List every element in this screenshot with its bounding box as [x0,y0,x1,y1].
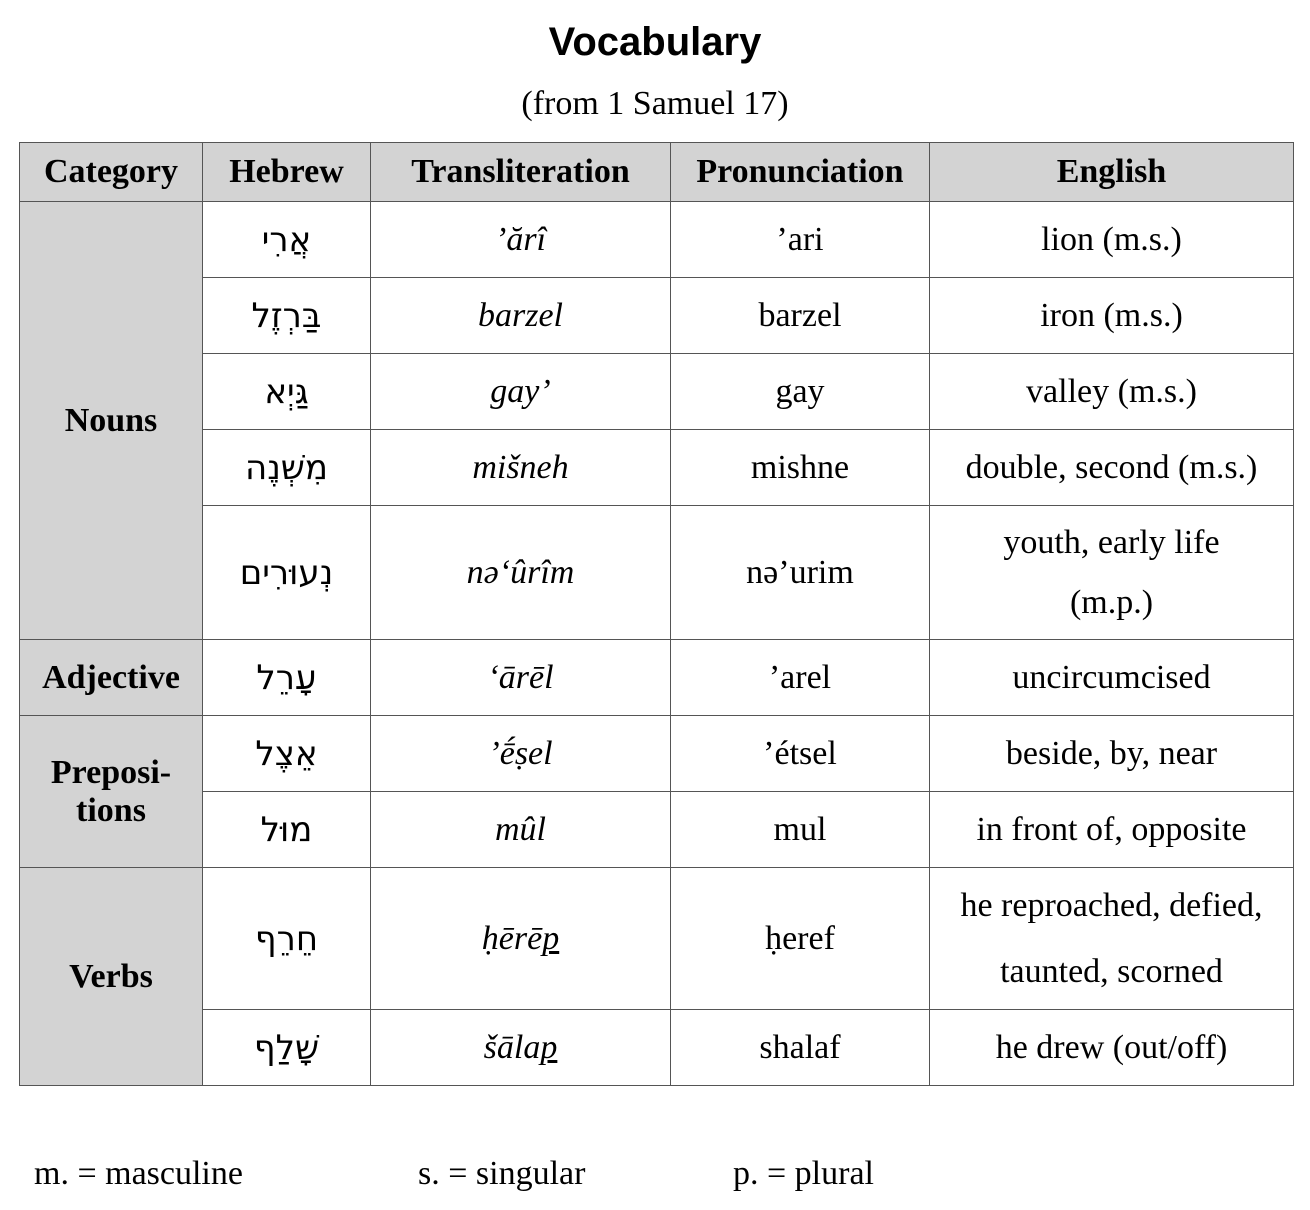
pronunciation-cell: mishne [671,430,930,506]
hebrew-cell: עָרֵל [203,640,371,716]
category-prepositions: Preposi- tions [20,716,203,868]
table-row [20,792,1294,868]
pronunciation-cell: mul [671,792,930,868]
hebrew-cell: מִשְׁנֶה [203,430,371,506]
english-cell: he reproached, defied, taunted, scorned [930,868,1294,1010]
english-cell: youth, early life (m.p.) [930,506,1294,640]
english-cell: lion (m.s.) [930,202,1294,278]
table-row [20,278,1294,354]
pronunciation-cell: shalaf [671,1010,930,1086]
legend-singular: s. = singular [418,1155,586,1192]
column-header-category: Category [20,143,203,202]
hebrew-cell: גַּיְא [203,354,371,430]
column-header-transliteration: Transliteration [371,143,671,202]
english-cell: in front of, opposite [930,792,1294,868]
hebrew-cell: מוּל [203,792,371,868]
table-row [20,354,1294,430]
table-row [20,430,1294,506]
pronunciation-cell: gay [671,354,930,430]
transliteration-cell: ḥērēp [371,868,671,1010]
table-row [20,202,1294,278]
hebrew-cell: אֵצֶל [203,716,371,792]
category-adjective: Adjective [20,640,203,716]
pronunciation-cell: nə’urim [671,506,930,640]
hebrew-cell: חֵרֵף [203,868,371,1010]
column-header-pronunciation: Pronunciation [671,143,930,202]
page-title: Vocabulary [548,20,762,64]
page-subtitle: (from 1 Samuel 17) [521,85,789,122]
header-row [20,143,1294,202]
english-cell: double, second (m.s.) [930,430,1294,506]
pronunciation-cell: barzel [671,278,930,354]
english-cell: he drew (out/off) [930,1010,1294,1086]
table-row [20,640,1294,716]
pronunciation-cell: ’étsel [671,716,930,792]
table-row [20,716,1294,792]
english-cell: iron (m.s.) [930,278,1294,354]
transliteration-cell: mûl [371,792,671,868]
english-cell: uncircumcised [930,640,1294,716]
legend-plural: p. = plural [733,1155,874,1192]
pronunciation-cell: ’arel [671,640,930,716]
hebrew-cell: שָׁלַף [203,1010,371,1086]
english-cell: beside, by, near [930,716,1294,792]
legend-masculine: m. = masculine [34,1155,243,1192]
transliteration-cell: ‘ārēl [371,640,671,716]
vocabulary-table [19,142,1294,1086]
category-verbs: Verbs [20,868,203,1086]
hebrew-cell: נְעוּרִים [203,506,371,640]
transliteration-cell: barzel [371,278,671,354]
table-row [20,506,1294,640]
pronunciation-cell: ’ari [671,202,930,278]
transliteration-cell: ’ḗṣel [371,716,671,792]
table-row [20,868,1294,1010]
hebrew-cell: אֲרִי [203,202,371,278]
column-header-hebrew: Hebrew [203,143,371,202]
transliteration-cell: šālap [371,1010,671,1086]
category-nouns: Nouns [20,202,203,640]
transliteration-cell: nə‘ûrîm [371,506,671,640]
hebrew-cell: בַּרְזֶל [203,278,371,354]
transliteration-cell: gay’ [371,354,671,430]
column-header-english: English [930,143,1294,202]
pronunciation-cell: ḥeref [671,868,930,1010]
table-row [20,1010,1294,1086]
transliteration-cell: ’ărî [371,202,671,278]
transliteration-cell: mišneh [371,430,671,506]
english-cell: valley (m.s.) [930,354,1294,430]
